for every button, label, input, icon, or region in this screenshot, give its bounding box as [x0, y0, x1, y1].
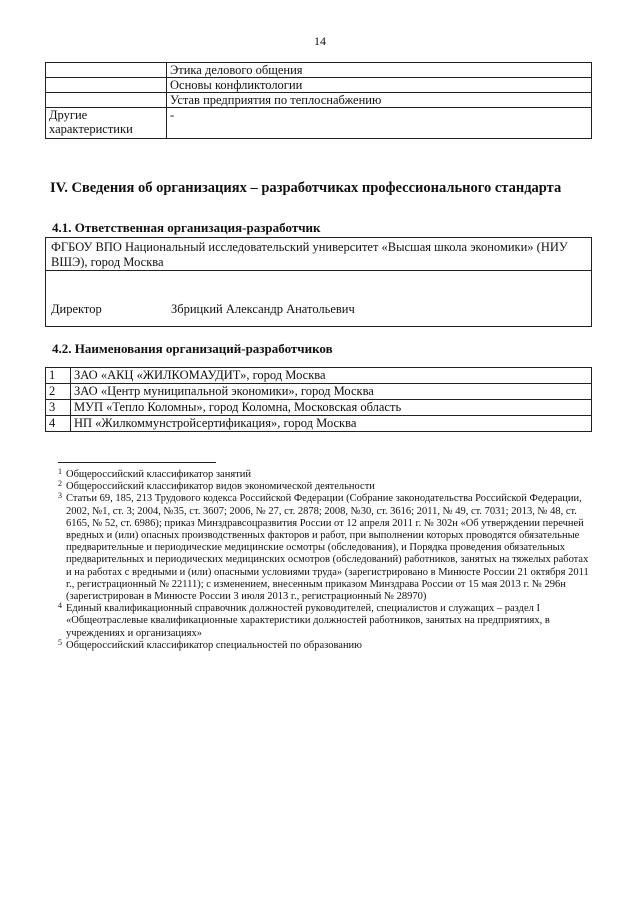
table-row — [46, 78, 592, 93]
developers-table — [45, 367, 592, 432]
footnote-marker: 2 — [58, 479, 62, 489]
responsible-org-box — [45, 237, 592, 327]
developers-heading: 4.2. Наименования организаций-разработчиков — [52, 341, 333, 356]
director-name: Збрицкий Александр Анатольевич — [171, 302, 355, 316]
footnote-text: Общероссийский классификатор занятий — [66, 469, 251, 480]
org-name: ЗАО «АКЦ «ЖИЛКОМАУДИТ», город Москва — [71, 368, 592, 384]
responsible-org-name: ФГБОУ ВПО Национальный исследовательский университет «Высшая школа экономики» (НИУ ВШЭ), город Москва — [51, 240, 568, 269]
table-row — [46, 368, 592, 384]
characteristics-table — [45, 62, 592, 139]
footnote — [58, 493, 593, 603]
footnote-text: Общероссийский классификатор видов экономической деятельности — [66, 481, 375, 493]
footnote — [58, 637, 593, 652]
row-number: 1 — [46, 368, 71, 384]
footnote — [58, 603, 593, 640]
footnote-marker: 1 — [58, 467, 62, 476]
row-label — [46, 78, 167, 93]
row-value: Этика делового общения — [167, 63, 592, 78]
divider — [46, 270, 591, 271]
responsible-org-heading: 4.1. Ответственная организация-разработчик — [52, 220, 321, 235]
footnote-marker: 5 — [58, 637, 62, 647]
footnote-text: Общероссийский классификатор специальностей по образованию — [66, 639, 363, 651]
table-row — [46, 384, 592, 400]
org-name: НП «Жилкоммунстройсертификация», город Москва — [71, 416, 592, 432]
org-name: ЗАО «Центр муниципальной экономики», город Москва — [71, 384, 592, 400]
footnote-marker: 4 — [58, 601, 62, 611]
row-value: - — [167, 108, 592, 139]
footnote — [58, 469, 593, 481]
director-role: Директор — [51, 302, 102, 316]
footnote-text: Единый квалификационный справочник должностей руководителей, специалистов и служащих – раздел I «Общеотраслевые квалификационные характеристики должностей работников, занятых на предприятиях, в учреждениях и организациях» — [66, 603, 550, 639]
row-number: 4 — [46, 416, 71, 432]
row-label: Другие характеристики — [46, 108, 167, 139]
row-number: 3 — [46, 400, 71, 416]
table-row — [46, 416, 592, 432]
footnote-text: Статьи 69, 185, 213 Трудового кодекса Российской Федерации (Собрание законодательства Российской Федерации, 2002, №1, ст. 3; 2004, №35, ст. 3607; 2006, № 27, ст. 2878; 2008, №30, ст. 3616; 2011, № 49, ст. 7031; 2013, № 48, ст. 6165, № 52, ст. 6986); приказ Минздравсоцразвития России от 12 апреля 2011 г. № 302н «Об утверждении перечней вредных и (или) опасных производственных факторов и работ, при выполнении которых проводятся обязательные предварительные и периодические медицинские осмотры (обследования), и Порядка проведения обязательных предварительных и периодических медицинских осмотров (обследований) работников, занятых на тяжелых работах и на работах с вредными и (или) опасными условиями труда» (зарегистрировано в Минюсте России 21 октября 2011 г., регистрационный № 22111); с изменением, внесенным приказом Минздрава России от 15 мая 2013 г. № 296н (зарегистрирован в Минюсте России 3 июля 2013 г., регистрационный № 28970) — [66, 493, 589, 603]
row-label — [46, 63, 167, 78]
table-row — [46, 63, 592, 78]
table-row — [46, 400, 592, 416]
section-title: IV. Сведения об организациях – разработчиках профессионального стандарта — [50, 180, 562, 196]
page-number: 14 — [314, 34, 326, 48]
row-value: Основы конфликтологии — [167, 78, 592, 93]
footnote-separator — [58, 462, 216, 463]
footnotes — [58, 469, 593, 652]
table-row — [46, 93, 592, 108]
table-row — [46, 108, 592, 139]
row-label — [46, 93, 167, 108]
org-name: МУП «Тепло Коломны», город Коломна, Московская область — [71, 400, 592, 416]
footnote — [58, 481, 593, 493]
footnote-marker: 3 — [58, 491, 62, 501]
row-value: Устав предприятия по теплоснабжению — [167, 93, 592, 108]
row-number: 2 — [46, 384, 71, 400]
